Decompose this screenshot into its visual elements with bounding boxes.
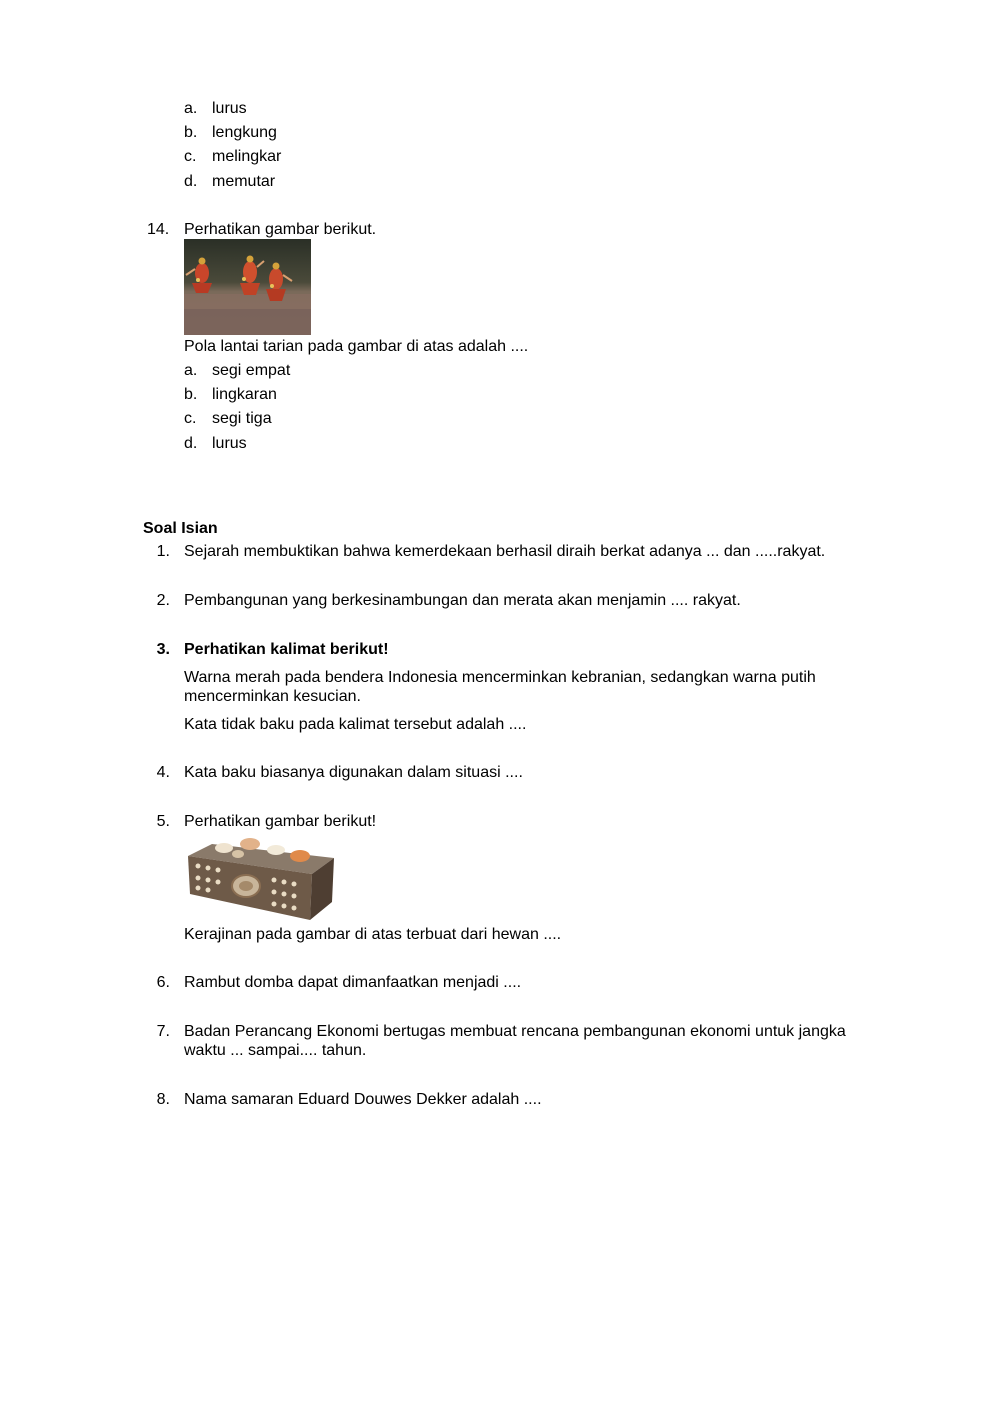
option-text: lengkung <box>212 124 277 141</box>
item-question: Kata tidak baku pada kalimat tersebut adalah .... <box>184 716 527 733</box>
item-text: Badan Perancang Ekonomi bertugas membuat rencana pembangunan ekonomi untuk jangka waktu ... sampai.... tahun. <box>184 1023 846 1059</box>
option-letter: d. <box>184 173 198 190</box>
option-letter: a. <box>184 100 198 117</box>
option-text: memutar <box>212 173 276 190</box>
question-text: Pola lantai tarian pada gambar di atas adalah .... <box>184 338 529 355</box>
item-text: Kata baku biasanya digunakan dalam situasi .... <box>184 764 523 781</box>
option-text: lurus <box>212 435 247 452</box>
item-number: 1. <box>156 543 170 560</box>
item-question: Kerajinan pada gambar di atas terbuat dari hewan .... <box>184 926 562 943</box>
shell-box-photo <box>184 834 337 922</box>
item-number: 5. <box>156 813 170 830</box>
question-number: 14. <box>147 221 170 238</box>
option-letter: b. <box>184 386 198 403</box>
option-text: melingkar <box>212 148 282 165</box>
item-text: Pembangunan yang berkesinambungan dan merata akan menjamin .... rakyat. <box>184 592 741 609</box>
item-number: 8. <box>156 1091 170 1108</box>
dance-photo <box>184 239 311 335</box>
item-text: Sejarah membuktikan bahwa kemerdekaan berhasil diraih berkat adanya ... dan .....rakyat. <box>184 543 826 560</box>
item-number: 7. <box>156 1023 170 1040</box>
option-text: segi tiga <box>212 410 272 427</box>
shell-box-illustration <box>184 834 337 922</box>
dance-photo-illustration <box>184 239 311 335</box>
option-text: segi empat <box>212 362 291 379</box>
item-number: 4. <box>156 764 170 781</box>
option-letter: b. <box>184 124 198 141</box>
question-prompt: Perhatikan gambar berikut. <box>184 221 377 238</box>
item-text: Perhatikan kalimat berikut! <box>184 641 389 658</box>
option-letter: d. <box>184 435 198 452</box>
item-number: 2. <box>156 592 170 609</box>
option-letter: c. <box>184 410 197 427</box>
option-text: lurus <box>212 100 247 117</box>
item-number: 6. <box>156 974 170 991</box>
item-number: 3. <box>156 641 170 658</box>
item-quote: Warna merah pada bendera Indonesia mencerminkan kebranian, sedangkan warna putih mencerminkan kesucian. <box>184 669 816 705</box>
item-text: Nama samaran Eduard Douwes Dekker adalah .... <box>184 1091 542 1108</box>
section-heading: Soal Isian <box>143 520 218 537</box>
option-text: lingkaran <box>212 386 277 403</box>
item-text: Rambut domba dapat dimanfaatkan menjadi .... <box>184 974 522 991</box>
option-letter: c. <box>184 148 197 165</box>
option-letter: a. <box>184 362 198 379</box>
item-text: Perhatikan gambar berikut! <box>184 813 377 830</box>
